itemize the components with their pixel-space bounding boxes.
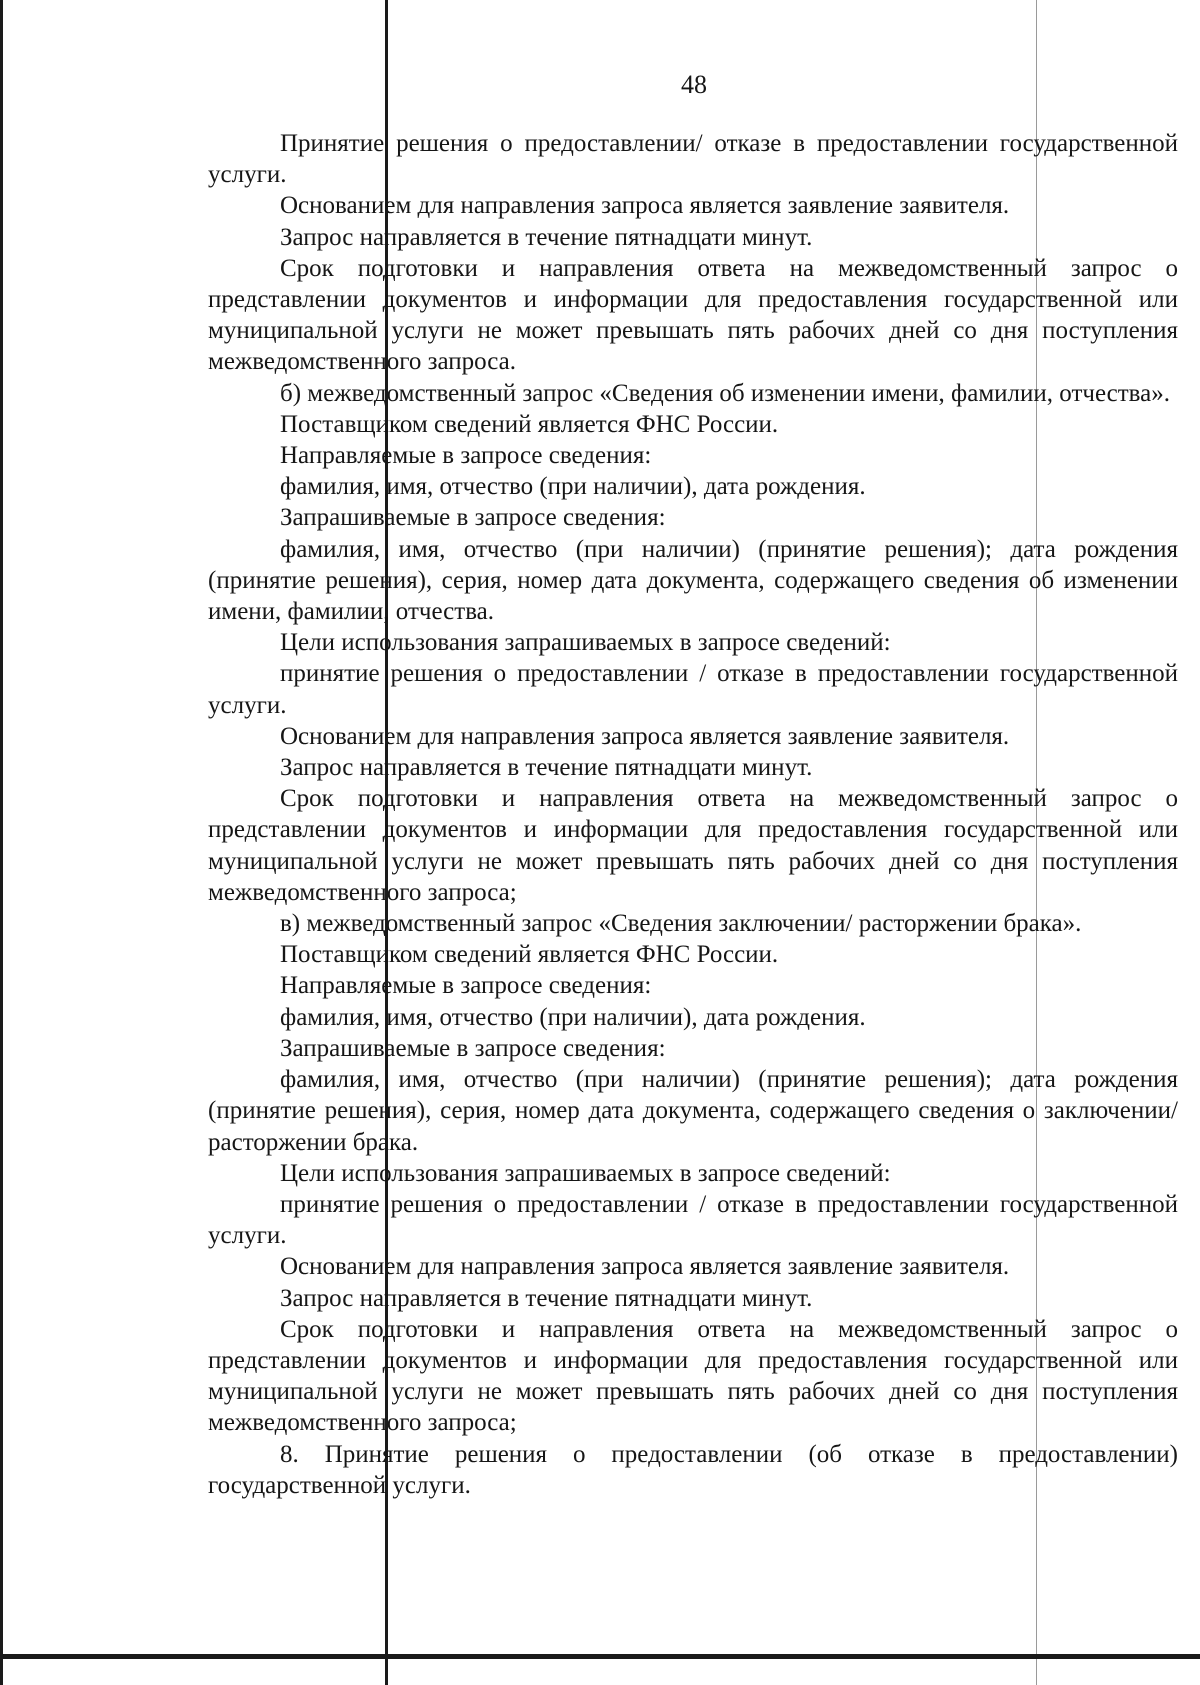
paragraph: Запрашиваемые в запросе сведения: (280, 504, 666, 532)
paragraph: Цели использования запрашиваемых в запросе сведений: (280, 629, 891, 657)
paragraph: Срок подготовки и направления ответа на межведомственный запрос о представлении документов и информации для предоставления государственной или муниципальной услуги не может превышать пять рабочих дней со дня поступления межведомственного запроса; (208, 785, 1178, 906)
paragraph: Запрашиваемые в запросе сведения: (280, 1034, 666, 1062)
paragraph: фамилия, имя, отчество (при наличии), дата рождения. (280, 1003, 866, 1031)
paragraph: фамилия, имя, отчество (при наличии) (принятие решения); дата рождения (принятие решения), серия, номер дата документа, содержащего сведения о заключении/ расторжении брака. (208, 1066, 1178, 1156)
paragraph: фамилия, имя, отчество (при наличии) (принятие решения); дата рождения (принятие решения), серия, номер дата документа, содержащего сведения об изменении имени, фамилии, отчества. (208, 535, 1178, 626)
paragraph: принятие решения о предоставлении / отказе в предоставлении государственной услуги. (208, 1190, 1178, 1250)
page-number: 48 (681, 70, 707, 99)
scan-bottom-edge (0, 1654, 1200, 1659)
paragraph: Поставщиком сведений является ФНС России. (280, 410, 779, 438)
paragraph: Основанием для направления запроса является заявление заявителя. (280, 722, 1010, 750)
paragraph: Направляемые в запросе сведения: (280, 442, 652, 470)
paragraph: Поставщиком сведений является ФНС России. (280, 941, 779, 969)
paragraph: Направляемые в запросе сведения: (280, 972, 652, 1000)
paragraph: 8. Принятие решения о предоставлении (об отказе в предоставлении) государственной услуги. (208, 1440, 1178, 1499)
scan-left-edge (0, 0, 3, 1685)
paragraph: Запрос направляется в течение пятнадцати минут. (280, 223, 813, 251)
paragraph: Основанием для направления запроса является заявление заявителя. (280, 192, 1010, 220)
paragraph: Срок подготовки и направления ответа на межведомственный запрос о представлении документов и информации для предоставления государственной или муниципальной услуги не может превышать пять рабочих дней со дня поступления межведомственного запроса. (208, 254, 1178, 376)
paragraph: Принятие решения о предоставлении/ отказе в предоставлении государственной услуги. (208, 130, 1178, 189)
paragraph: б) межведомственный запрос «Сведения об изменении имени, фамилии, отчества». (280, 379, 1171, 407)
paragraph: Цели использования запрашиваемых в запросе сведений: (280, 1159, 891, 1187)
paragraph: Запрос направляется в течение пятнадцати минут. (280, 1284, 813, 1312)
document-body (208, 128, 1178, 1501)
paragraph: фамилия, имя, отчество (при наличии), дата рождения. (280, 473, 866, 501)
paragraph: принятие решения о предоставлении / отказе в предоставлении государственной услуги. (208, 660, 1178, 719)
paragraph: Основанием для направления запроса является заявление заявителя. (280, 1253, 1010, 1281)
paragraph: в) межведомственный запрос «Сведения заключении/ расторжении брака». (280, 910, 1082, 938)
paragraph: Срок подготовки и направления ответа на межведомственный запрос о представлении документов и информации для предоставления государственной или муниципальной услуги не может превышать пять рабочих дней со дня поступления межведомственного запроса; (208, 1315, 1178, 1437)
paragraph: Запрос направляется в течение пятнадцати минут. (280, 754, 813, 782)
